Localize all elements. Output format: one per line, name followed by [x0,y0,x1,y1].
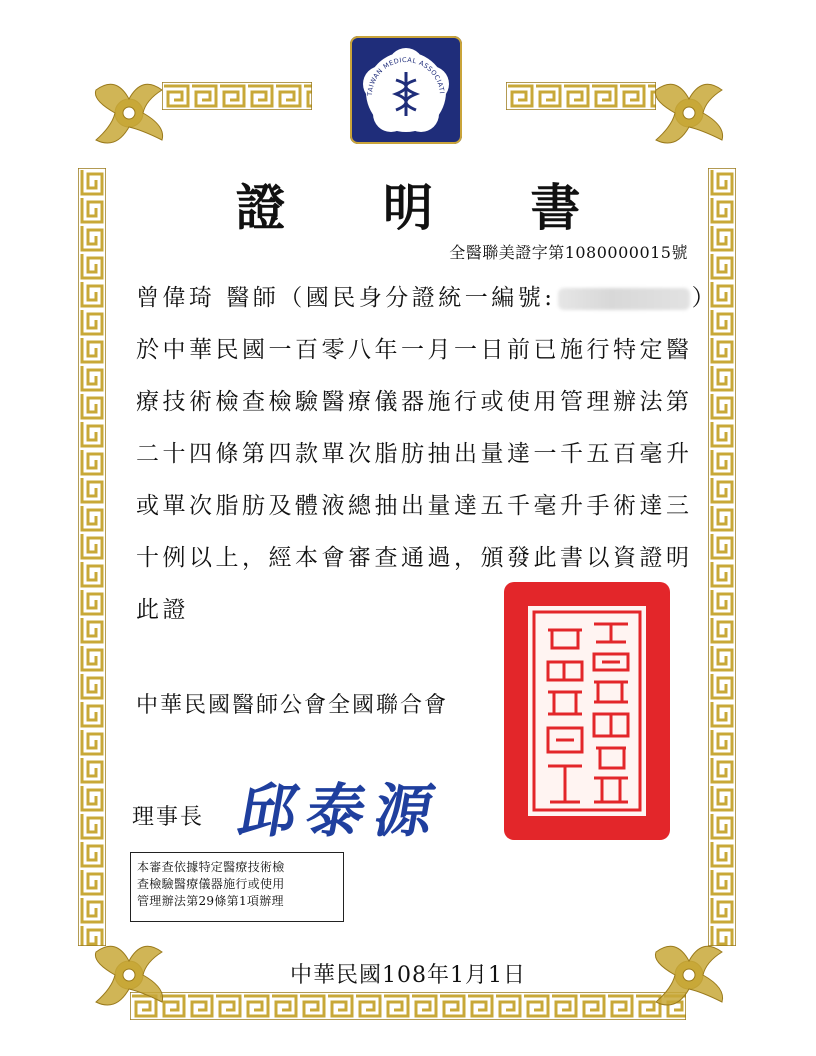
id-close-paren: ） [691,285,719,311]
issue-date: 中華民國108年1月1日 [290,963,526,988]
body-line-4: 二十四條第四款單次脂肪抽出量達一千五百毫升 [136,441,693,467]
corner-ornament-top-right [646,70,732,156]
chairman-signature: 邱泰源 [233,777,450,845]
body-line-3: 療技術檢查檢驗醫療儀器施行或使用管理辦法第 [136,389,693,415]
chairman-label: 理事長 [132,805,205,830]
body-line-7: 此證 [136,597,189,623]
association-emblem [350,36,462,144]
certificate-number: 全醫聯美證字第1080000015號 [449,243,688,262]
doctor-name-and-id-label: 曾偉琦 醫師（國民身分證統一編號: [136,285,556,311]
legal-basis-line-3: 管理辦法第29條第1項辦理 [137,894,284,908]
legal-basis-line-2: 查檢驗醫療儀器施行或使用 [137,877,285,891]
bottom-border-band [130,992,686,1020]
corner-ornament-top-left [86,70,172,156]
legal-basis-note [130,852,344,922]
certificate-title: 證 明 書 [235,178,621,237]
body-line-2: 於中華民國一百零八年一月一日前已施行特定醫 [136,337,693,363]
official-seal [502,580,672,842]
legal-basis-line-1: 本審查依據特定醫療技術檢 [137,860,285,874]
issuing-organization: 中華民國醫師公會全國聯合會 [136,693,449,718]
emblem-text: TAIWAN MEDICAL ASSOCIATI [365,55,446,97]
body-line-6: 十例以上，經本會審查通過，頒發此書以資證明 [136,545,693,571]
body-line-1 [136,277,719,329]
left-border-band [78,168,106,946]
top-border-band-left [162,82,312,110]
top-border-band-right [506,82,656,110]
body-line-5: 或單次脂肪及體液總抽出量達五千毫升手術達三 [136,493,693,519]
redacted-id-number [558,288,690,310]
